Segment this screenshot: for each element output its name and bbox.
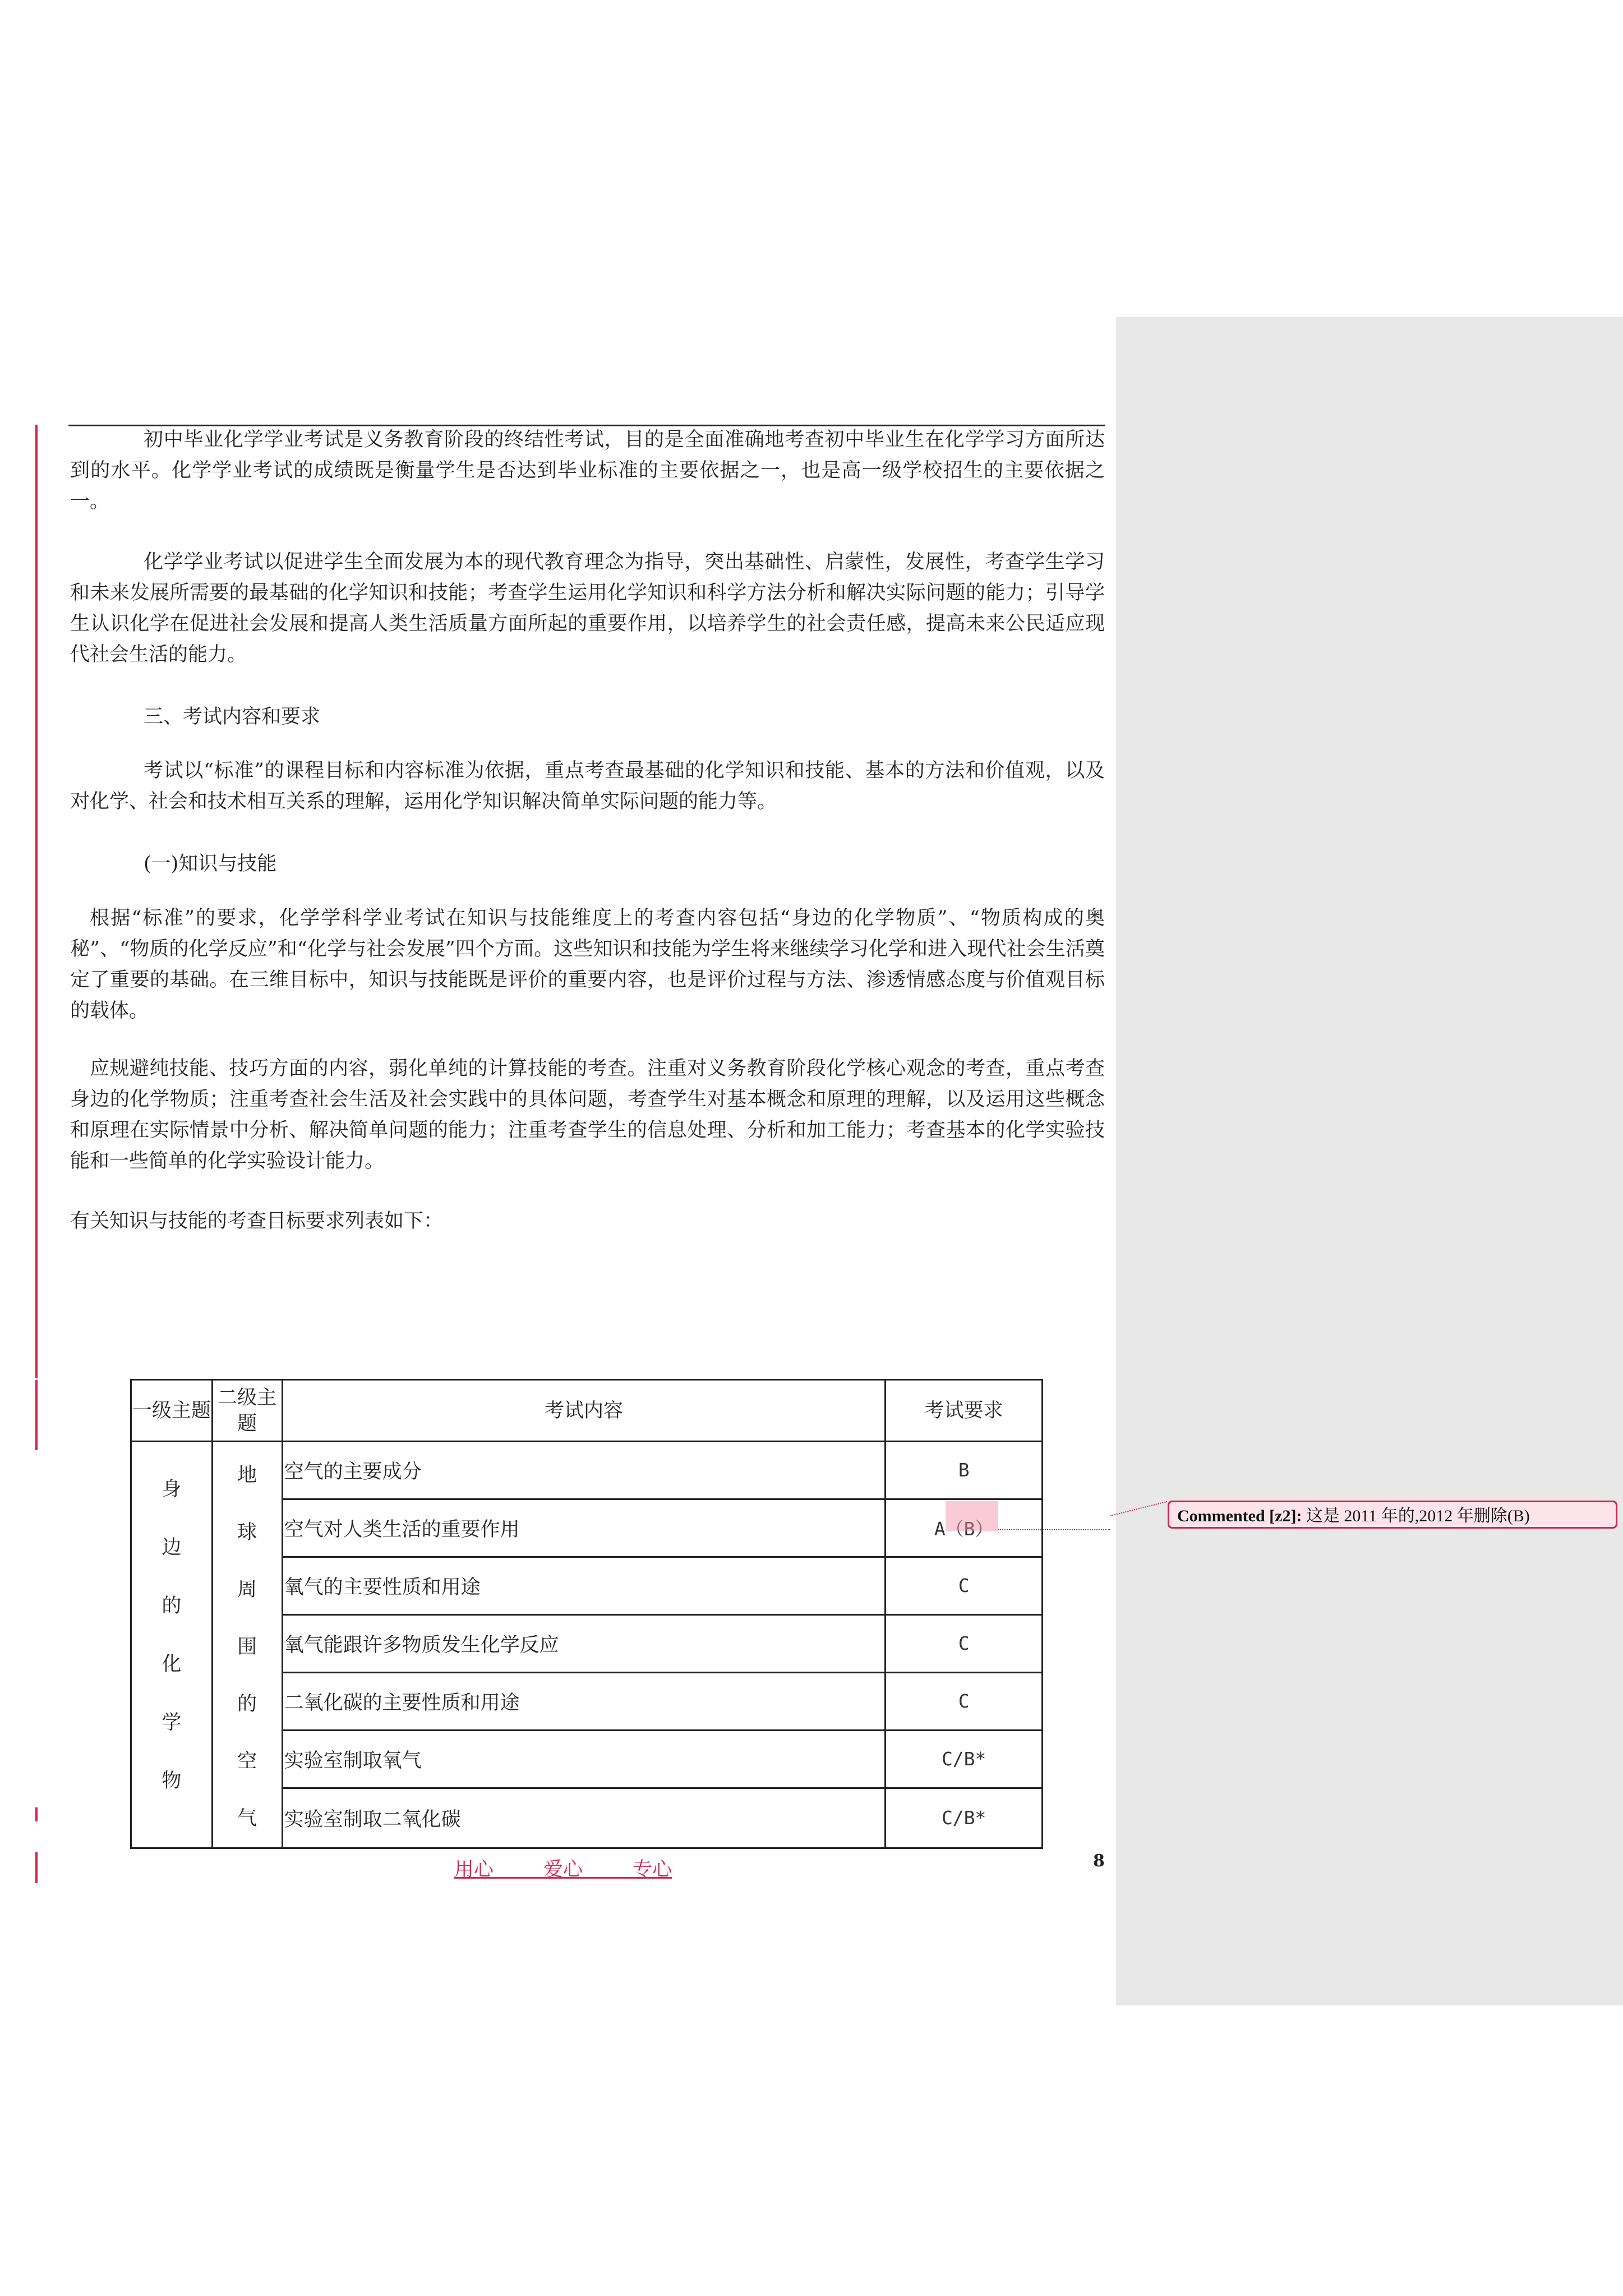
header-exam-content: 考试内容 — [282, 1380, 886, 1442]
paragraph: 应规避纯技能、技巧方面的内容，弱化单纯的计算技能的考查。注重对义务教育阶段化学核心观念的考查，重点考查身边的化学物质；注重考查社会生活及社会实践中的具体问题，考查学生对基本概念和原理的理解，以及运用这些概念和原理在实际情景中分析、解决简单问题的能力；注重考查学生的信息处理、分析和加工能力；考查基本的化学实验技能和一些简单的化学实验设计能力。 — [70, 1057, 1105, 1172]
level1-topic-char: 化 — [162, 1653, 182, 1676]
exam-requirement-cell: A（B） — [886, 1499, 1043, 1557]
header-level2-topic: 二级主题 — [212, 1380, 282, 1442]
footer-word: 爱心 — [543, 1858, 583, 1881]
exam-requirement-cell: C — [886, 1672, 1043, 1730]
paragraph: 初中毕业化学学业考试是义务教育阶段的终结性考试，目的是全面准确地考查初中毕业生在化学学习方面所达到的水平。化学学业考试的成绩既是衡量学生是否达到毕业标准的主要依据之一，也是高一级学校招生的主要依据之一。 — [70, 429, 1105, 513]
page-number: 8 — [1093, 1851, 1105, 1871]
level1-topic-char: 边 — [162, 1536, 182, 1559]
paragraph: 化学学业考试以促进学生全面发展为本的现代教育理念为指导，突出基础性、启蒙性，发展性，考查学生学习和未来发展所需要的最基础的化学知识和技能；考查学生运用化学知识和科学方法分析和解决实际问题的能力；引导学生认识化学在促进社会发展和提高人类生活质量方面所起的重要作用，以培养学生的社会责任感，提高未来公民适应现代社会生活的能力。 — [70, 551, 1105, 666]
revision-bar — [35, 1807, 38, 1821]
exam-content-cell: 空气的主要成分 — [282, 1442, 886, 1499]
footer-motto — [454, 1854, 672, 1882]
level1-topic-char: 的 — [162, 1595, 182, 1617]
comment-balloon[interactable] — [1168, 1501, 1617, 1529]
exam-content-cell: 空气对人类生活的重要作用 — [282, 1499, 886, 1557]
exam-requirement-cell: C/B* — [886, 1788, 1043, 1848]
table-header-row — [131, 1380, 1043, 1442]
header-exam-requirement: 考试要求 — [886, 1380, 1043, 1442]
paragraph: 考试以“标准”的课程目标和内容标准为依据，重点考查最基础的化学知识和技能、基本的方法和价值观，以及对化学、社会和技术相互关系的理解，运用化学知识解决简单实际问题的能力等。 — [70, 760, 1105, 813]
exam-content-cell: 氧气能跟许多物质发生化学反应 — [282, 1614, 886, 1672]
level1-topic-cell — [131, 1442, 213, 1848]
paragraph: 有关知识与技能的考查目标要求列表如下： — [70, 1210, 444, 1232]
footer-word: 用心 — [454, 1858, 494, 1881]
header-level1-topic: 一级主题 — [131, 1380, 213, 1442]
comment-connector — [998, 1529, 1110, 1530]
revision-bar — [35, 1852, 38, 1883]
exam-content-cell: 实验室制取氧气 — [282, 1730, 886, 1788]
exam-content-cell: 氧气的主要性质和用途 — [282, 1557, 886, 1614]
exam-content-cell: 实验室制取二氧化碳 — [282, 1788, 886, 1848]
exam-content-cell: 二氧化碳的主要性质和用途 — [282, 1672, 886, 1730]
level2-topic-char: 地 — [237, 1464, 257, 1487]
comment-sidebar — [1116, 317, 1623, 2005]
level2-topic-cell — [212, 1442, 282, 1848]
comment-text: 这是 2011 年的,2012 年删除(B) — [1306, 1507, 1530, 1525]
exam-requirement-cell: B — [886, 1442, 1043, 1499]
level2-topic-char: 围 — [237, 1636, 257, 1658]
level2-topic-char: 的 — [237, 1693, 257, 1715]
table-row — [131, 1442, 1043, 1499]
revision-bar — [35, 425, 38, 1378]
level1-topic-char: 身 — [162, 1478, 182, 1501]
level1-topic-char: 物 — [162, 1770, 182, 1792]
level2-topic-char: 周 — [237, 1579, 257, 1601]
comment-label: Commented [z2]: — [1177, 1507, 1302, 1525]
level2-topic-char: 气 — [237, 1807, 257, 1830]
level2-topic-char: 空 — [237, 1750, 257, 1773]
exam-requirements-table — [130, 1379, 1043, 1849]
exam-requirement-cell: C — [886, 1614, 1043, 1672]
level2-topic-char: 球 — [237, 1521, 257, 1544]
paragraph: 根据“标准”的要求，化学学科学业考试在知识与技能维度上的考查内容包括“身边的化学物质”、“物质构成的奥秘”、“物质的化学反应”和“化学与社会发展”四个方面。这些知识和技能为学生将来继续学习化学和进入现代社会生活奠定了重要的基础。在三维目标中，知识与技能既是评价的重要内容，也是评价过程与方法、渗透情感态度与价值观目标的载体。 — [70, 907, 1105, 1022]
subsection-heading: (一)知识与技能 — [144, 853, 277, 875]
footer-word: 专心 — [633, 1858, 672, 1881]
section-heading: 三、考试内容和要求 — [144, 706, 321, 728]
exam-requirement-cell: C — [886, 1557, 1043, 1614]
level1-topic-char: 学 — [162, 1711, 182, 1734]
exam-requirement-cell: C/B* — [886, 1730, 1043, 1788]
comment-anchor-highlight[interactable] — [946, 1501, 998, 1531]
revision-bar — [35, 1380, 38, 1450]
